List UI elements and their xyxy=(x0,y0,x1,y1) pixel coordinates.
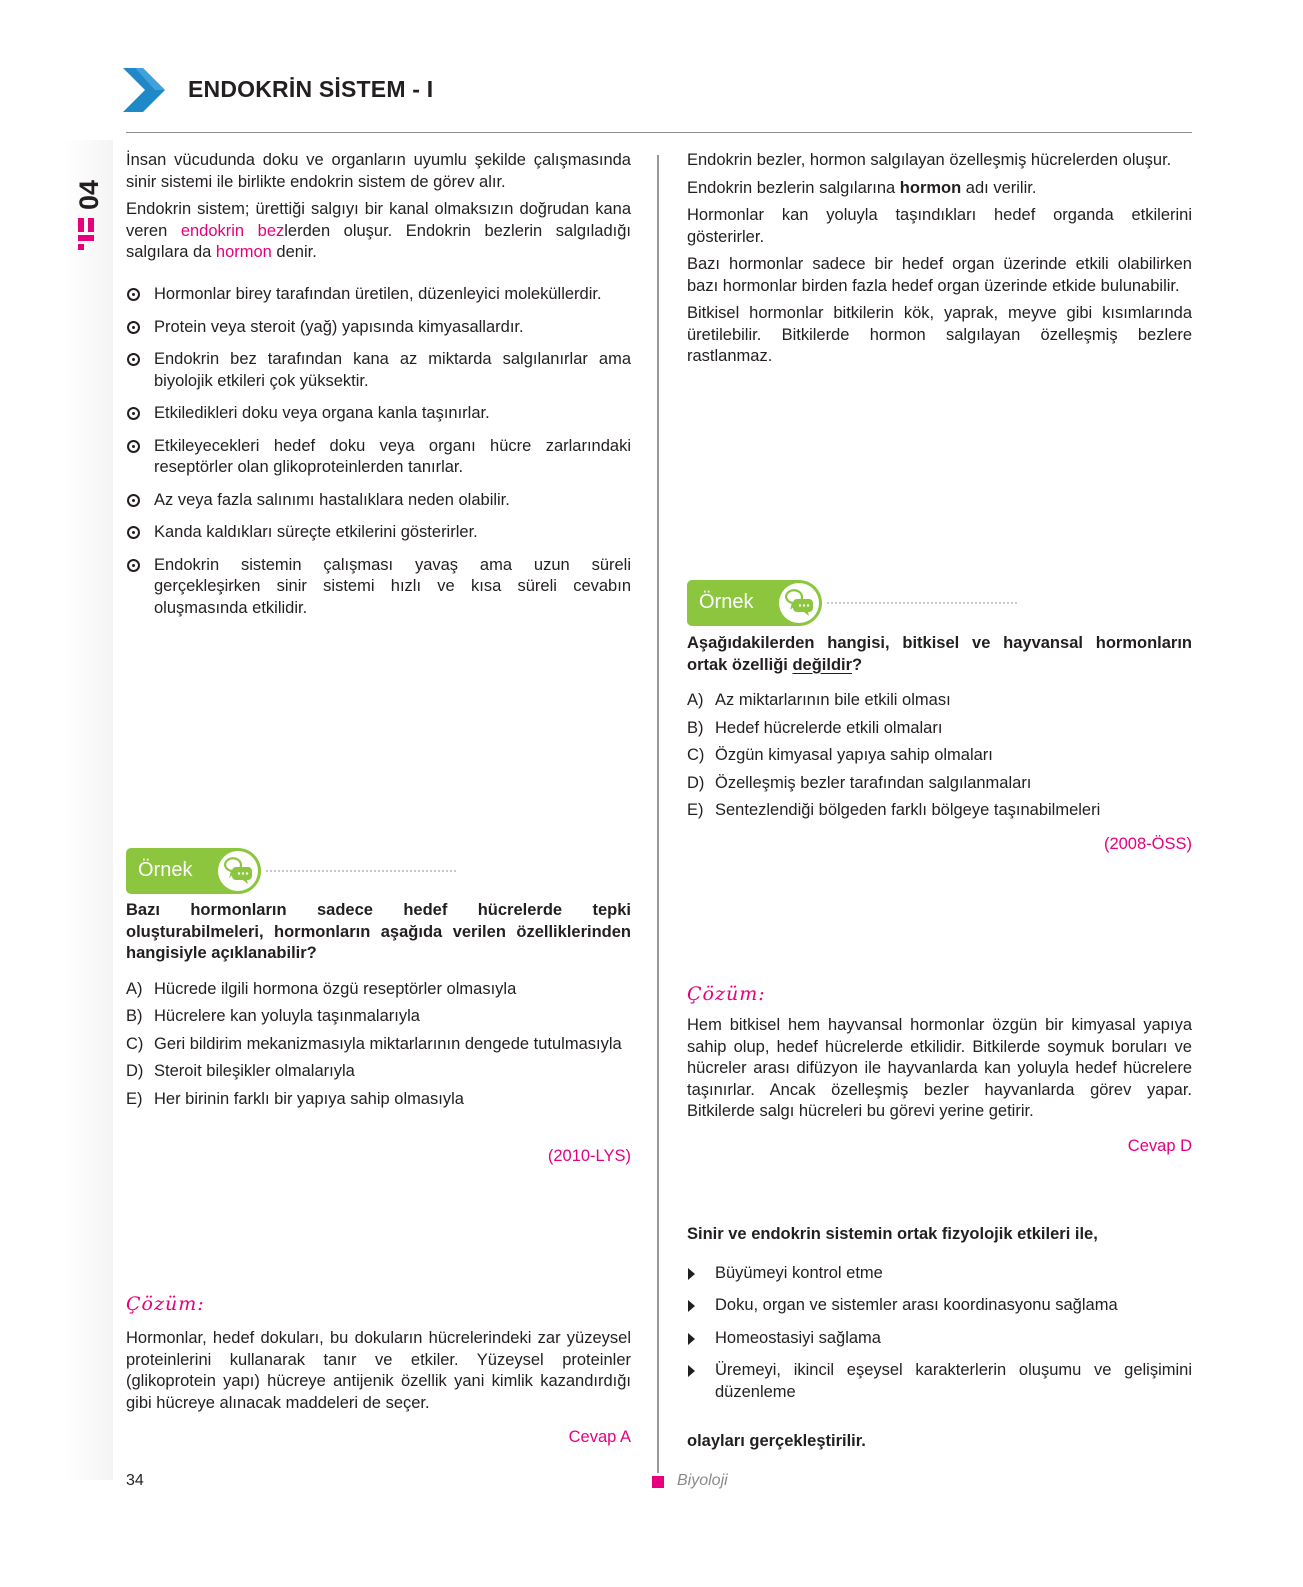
target-bullet-icon xyxy=(126,555,154,576)
answer-label: Cevap D xyxy=(1127,1137,1192,1155)
right-solution xyxy=(687,1015,1192,1123)
list-item: Hormonlar birey tarafından üretilen, düzenleyici moleküllerdir. xyxy=(126,284,631,306)
list-item: Etkiledikleri doku veya organa kanla taşınırlar. xyxy=(126,403,631,425)
example-question: Aşağıdakilerden hangisi, bitkisel ve hayvansal hormonların ortak özelliği değildir? xyxy=(687,634,1192,674)
hormone-bullet-list xyxy=(126,284,631,619)
subject-square-icon xyxy=(652,1476,664,1488)
option-e: E) Her birinin farklı bir yapıya sahip olmasıyla xyxy=(126,1089,464,1108)
summary-intro: Sinir ve endokrin sistemin ortak fizyolojik etkileri ile, xyxy=(687,1225,1098,1243)
negation-underline: değildir xyxy=(792,655,853,674)
page-title: ENDOKRİN SİSTEM - I xyxy=(188,76,434,102)
answer-options xyxy=(687,690,1192,822)
target-bullet-icon xyxy=(126,403,154,424)
example-badge-label: Örnek xyxy=(138,859,193,881)
term-hormon: hormon xyxy=(215,243,272,261)
page-number: 34 xyxy=(126,1472,144,1489)
triangle-bullet-icon xyxy=(687,1263,715,1284)
summary-outro: olayları gerçekleştirilir. xyxy=(687,1432,866,1450)
example-badge-label: Örnek xyxy=(699,591,754,613)
option-d: D) Steroit bileşikler olmalarıyla xyxy=(126,1062,355,1080)
fasikul-number: 04 xyxy=(74,179,104,210)
option-d: D) Özelleşmiş bezler tarafından salgılanmaları xyxy=(687,773,1032,792)
list-item: Endokrin sistemin çalışması yavaş ama uzun süreli gerçekleşirken sinir sistemi hızlı ve kısa süreli cevabın oluşmasında etkilidir. xyxy=(126,555,631,620)
example-badge xyxy=(687,580,824,626)
list-item: Homeostasiyi sağlama xyxy=(687,1328,1192,1350)
answer-options xyxy=(126,979,631,1111)
right-example xyxy=(687,633,1192,828)
fasikul-label xyxy=(60,150,110,260)
right-paragraph-5: Bitkisel hormonlar bitkilerin kök, yaprak, meyve gibi kısımlarında üretilebilir. Bitkilerde hormon salgılayan özelleşmiş bezlere rastlanmaz. xyxy=(687,304,1192,365)
side-strip xyxy=(65,140,113,1480)
target-bullet-icon xyxy=(126,349,154,370)
list-item: Az veya fazla salınımı hastalıklara neden olabilir. xyxy=(126,490,631,512)
term-hormon-bold: hormon xyxy=(899,178,962,197)
term-endokrin-bez: endokrin bez xyxy=(180,221,285,240)
speech-bubble-icon xyxy=(215,848,261,894)
answer-label: Cevap A xyxy=(568,1428,631,1446)
speech-bubble-icon xyxy=(776,580,822,626)
solution-label: Çözüm: xyxy=(687,983,766,1005)
target-bullet-icon xyxy=(126,522,154,543)
summary-list xyxy=(687,1263,1192,1404)
subject-label: Biyoloji xyxy=(677,1472,728,1489)
list-item: Endokrin bez tarafından kana az miktarda salgılanırlar ama biyolojik etkileri çok yüksektir. xyxy=(126,349,631,392)
target-bullet-icon xyxy=(126,317,154,338)
list-item: Protein veya steroit (yağ) yapısında kimyasallardır. xyxy=(126,317,631,339)
triangle-bullet-icon xyxy=(687,1295,715,1316)
intro-paragraph-1: İnsan vücudunda doku ve organların uyumlu şekilde çalışmasında sinir sistemi ile birlikte endokrin sistem de görev alır. xyxy=(126,151,631,191)
option-b: B) Hücrelere kan yoluyla taşınmalarıyla xyxy=(126,1007,420,1025)
fasikul-logo-icon xyxy=(60,150,110,260)
target-bullet-icon xyxy=(126,284,154,305)
right-paragraph-1: Endokrin bezler, hormon salgılayan özelleşmiş hücrelerden oluşur. xyxy=(687,151,1172,169)
solution-label: Çözüm: xyxy=(126,1293,205,1315)
option-e: E) Sentezlendiği bölgeden farklı bölgeye taşınabilmeleri xyxy=(687,801,1101,819)
triangle-bullet-icon xyxy=(687,1328,715,1349)
question-source: (2008-ÖSS) xyxy=(1103,835,1192,853)
list-item: Kanda kaldıkları süreçte etkilerini gösterirler. xyxy=(126,522,631,544)
list-item: Büyümeyi kontrol etme xyxy=(687,1263,1192,1285)
list-item: Doku, organ ve sistemler arası koordinasyonu sağlama xyxy=(687,1295,1192,1317)
solution-text: Hem bitkisel hem hayvansal hormonlar özgün bir kimyasal yapıya sahip olup, hedef hücrelerde etkilidir. Bitkilerde soymuk boruları ve hücreler arası difüzyon ile hayvanlarda kan yoluyla hedef hücrelere taşınırlar. Ancak özelleşmiş bezler hayvanlarda görev yapar. Bitkilerde salgı hücreleri bu görevi yerine getirir. xyxy=(687,1016,1192,1120)
right-paragraph-4: Bazı hormonlar sadece bir hedef organ üzerinde etkili olabilirken bazı hormonlar birden fazla hedef organ üzerinde etkide bulunabilir. xyxy=(687,255,1192,295)
list-item: Etkileyecekleri hedef doku veya organı hücre zarlarındaki reseptörler olan glikoproteinlerden tanırlar. xyxy=(126,436,631,479)
left-example xyxy=(126,900,631,1116)
option-c: C) Özgün kimyasal yapıya sahip olmaları xyxy=(687,746,993,764)
header-divider xyxy=(126,132,1192,133)
option-b: B) Hedef hücrelerde etkili olmaları xyxy=(687,718,943,737)
example-badge xyxy=(126,848,263,894)
target-bullet-icon xyxy=(126,436,154,457)
right-intro xyxy=(687,150,1192,368)
option-a: A) Az miktarlarının bile etkili olması xyxy=(687,691,951,709)
triangle-bullet-icon xyxy=(687,1360,715,1381)
example-question: Bazı hormonların sadece hedef hücrelerde tepki oluşturabilmeleri, hormonların aşağıda verilen özelliklerinden hangisiyle açıklanabilir? xyxy=(126,901,631,962)
option-c: C) Geri bildirim mekanizmasıyla miktarlarının dengede tutulmasıyla xyxy=(126,1034,622,1053)
intro-paragraph-2: Endokrin sistem; ürettiği salgıyı bir kanal olmaksızın doğrudan kana veren endokrin bezlerden oluşur. Endokrin bezlerin salgıladığı salgılara da hormon denir. xyxy=(126,200,631,261)
chevron-right-icon xyxy=(123,68,165,112)
target-bullet-icon xyxy=(126,490,154,511)
option-a: A) Hücrede ilgili hormona özgü reseptörler olmasıyla xyxy=(126,979,517,998)
right-paragraph-3: Hormonlar kan yoluyla taşındıkları hedef organda etkilerini gösterirler. xyxy=(687,206,1192,246)
question-source: (2010-LYS) xyxy=(547,1147,631,1165)
summary-block xyxy=(687,1224,1192,1453)
left-solution xyxy=(126,1328,631,1414)
column-divider xyxy=(657,155,659,1473)
right-paragraph-2: Endokrin bezlerin salgılarına hormon adı verilir. xyxy=(687,178,1037,197)
left-intro xyxy=(126,150,631,264)
list-item: Üremeyi, ikincil eşeysel karakterlerin oluşumu ve gelişimini düzenleme xyxy=(687,1360,1192,1403)
solution-text: Hormonlar, hedef dokuları, bu dokuların hücrelerindeki zar yüzeysel proteinlerini kullanarak tanır ve etkiler. Yüzeysel proteinler (glikoprotein yapı) hücreye antijenik özellik yani kimlik kazandırdığı gibi hücreye alınacak maddeleri de seçer. xyxy=(126,1329,631,1412)
